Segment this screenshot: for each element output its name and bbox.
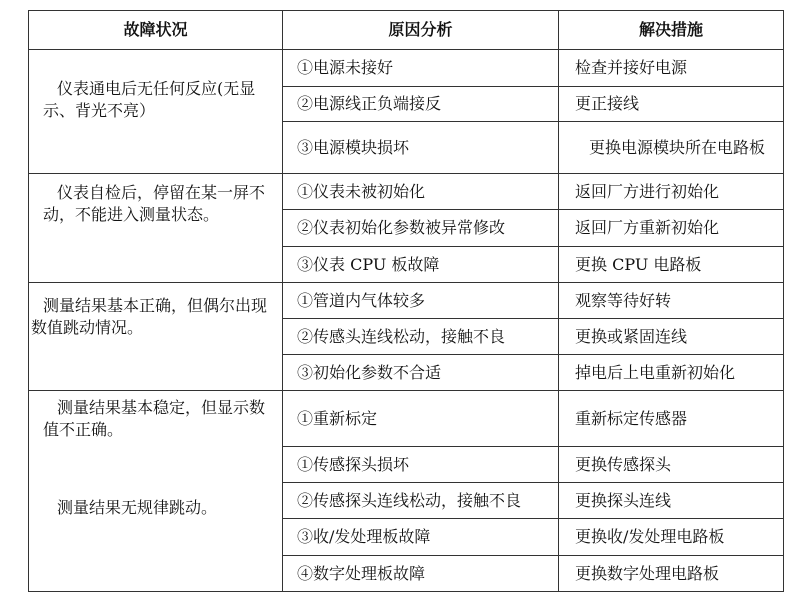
solution-cell: 更换传感探头 (559, 447, 784, 483)
condition-text: 测量结果基本稳定，但显示数值不正确。 (43, 398, 266, 439)
table-row (29, 283, 784, 319)
cause-cell: ③电源模块损坏 (283, 122, 559, 174)
header-cause: 原因分析 (283, 11, 559, 50)
table-row (29, 174, 784, 210)
cause-cell: ②传感头连线松动，接触不良 (283, 319, 559, 355)
cause-cell: ②传感探头连线松动，接触不良 (283, 483, 559, 519)
condition-text: 仪表通电后无任何反应(无显示、背光不亮） (43, 79, 256, 120)
condition-text-2: 测量结果无规律跳动。 (57, 498, 218, 517)
cause-cell: ②电源线正负端接反 (283, 87, 559, 122)
header-solution: 解决措施 (559, 11, 784, 50)
cause-cell: ③初始化参数不合适 (283, 355, 559, 391)
condition-cell (29, 391, 283, 592)
solution-cell: 观察等待好转 (559, 283, 784, 319)
condition-cell (29, 50, 283, 174)
table-row (29, 50, 784, 87)
header-row (29, 11, 784, 50)
solution-cell: 更换收/发处理电路板 (559, 519, 784, 556)
troubleshooting-table (28, 10, 784, 592)
solution-cell: 更换 CPU 电路板 (559, 247, 784, 283)
condition-text: 仪表自检后，停留在某一屏不动，不能进入测量状态。 (43, 183, 266, 224)
cause-cell: ①传感探头损坏 (283, 447, 559, 483)
solution-cell: 检查并接好电源 (559, 50, 784, 87)
solution-cell: 更换探头连线 (559, 483, 784, 519)
cause-cell: ④数字处理板故障 (283, 556, 559, 592)
solution-cell: 掉电后上电重新初始化 (559, 355, 784, 391)
condition-text: 测量结果基本正确，但偶尔出现数值跳动情况。 (31, 296, 268, 337)
solution-cell: 更换或紧固连线 (559, 319, 784, 355)
cause-cell: ③仪表 CPU 板故障 (283, 247, 559, 283)
condition-cell (29, 174, 283, 283)
solution-cell: 更换数字处理电路板 (559, 556, 784, 592)
solution-cell: 返回厂方进行初始化 (559, 174, 784, 210)
cause-cell: ①重新标定 (283, 391, 559, 447)
cause-cell: ①仪表未被初始化 (283, 174, 559, 210)
cause-cell: ③收/发处理板故障 (283, 519, 559, 556)
cause-cell: ①管道内气体较多 (283, 283, 559, 319)
solution-cell: 更正接线 (559, 87, 784, 122)
solution-cell: 返回厂方重新初始化 (559, 210, 784, 247)
cause-cell: ①电源未接好 (283, 50, 559, 87)
solution-cell: 更换电源模块所在电路板 (559, 122, 784, 174)
cause-cell: ②仪表初始化参数被异常修改 (283, 210, 559, 247)
table-row (29, 391, 784, 447)
solution-cell: 重新标定传感器 (559, 391, 784, 447)
condition-cell (29, 283, 283, 391)
header-condition: 故障状况 (29, 11, 283, 50)
